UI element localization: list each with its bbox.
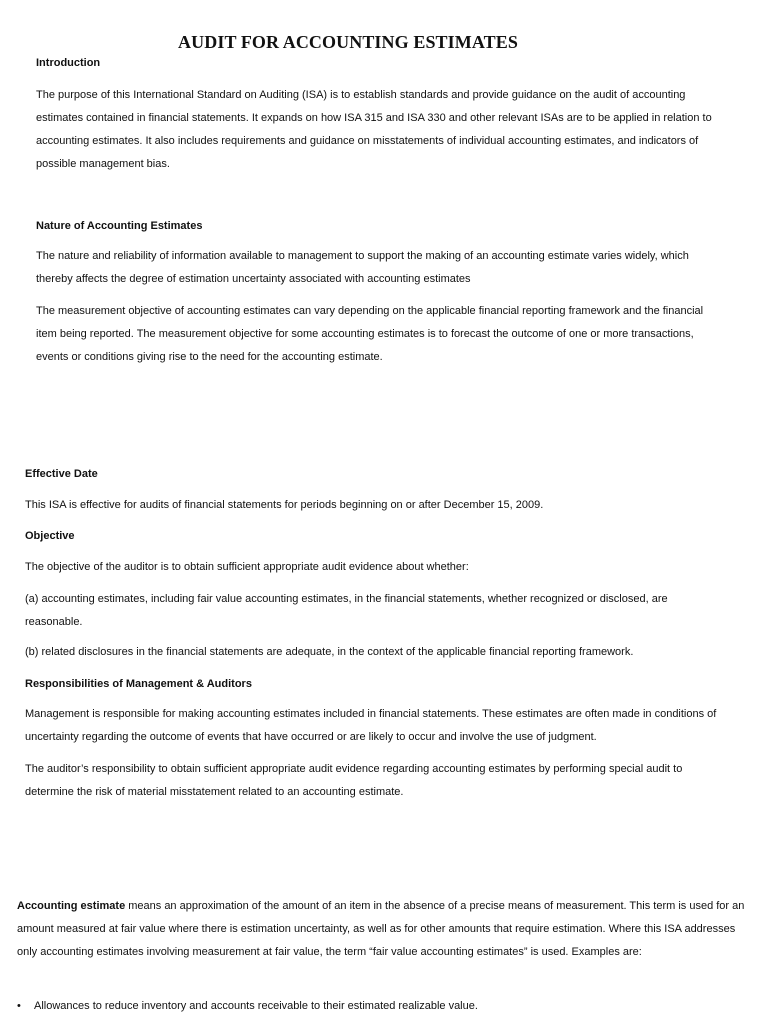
responsibilities-paragraph-1: Management is responsible for making accounting estimates included in financial statements. These estimates are often made in conditions of uncertainty regarding the outcome of events that have occurred or are likely to occur and involve the use of judgment. — [25, 708, 717, 743]
responsibilities-paragraph-2: The auditor’s responsibility to obtain sufficient appropriate audit evidence regarding accounting estimates by performing special audit to determine the risk of material misstatement related to an accounting estimate. — [25, 763, 683, 798]
definition-term: Accounting estimate — [17, 900, 126, 912]
definition-paragraph — [17, 895, 752, 964]
introduction-heading: Introduction — [36, 57, 101, 69]
document-title: AUDIT FOR ACCOUNTING ESTIMATES — [178, 32, 518, 52]
nature-heading: Nature of Accounting Estimates — [36, 220, 203, 232]
objective-heading: Objective — [25, 530, 75, 542]
responsibilities-heading: Responsibilities of Management & Auditors — [25, 678, 252, 690]
introduction-paragraph: The purpose of this International Standard on Auditing (ISA) is to establish standards and provide guidance on the audit of accounting estimates contained in financial statements. It expands on how ISA 315 and ISA 330 and other relevant ISAs are to be applied in relation to accounting estimates. It also includes requirements and guidance on misstatements of individual accounting estimates, and indicators of possible management bias. — [36, 89, 712, 170]
objective-item-b: (b) related disclosures in the financial statements are adequate, in the context of the applicable financial reporting framework. — [25, 646, 634, 658]
nature-paragraph-1: The nature and reliability of information available to management to support the making of an accounting estimate varies widely, which thereby affects the degree of estimation uncertainty associated with accounting estimates — [36, 250, 689, 285]
objective-intro: The objective of the auditor is to obtain sufficient appropriate audit evidence about whether: — [25, 561, 469, 573]
effective-date-paragraph: This ISA is effective for audits of financial statements for periods beginning on or after December 15, 2009. — [25, 499, 544, 511]
list-item-text: Allowances to reduce inventory and accounts receivable to their estimated realizable value. — [34, 1000, 478, 1012]
effective-date-heading: Effective Date — [25, 468, 98, 480]
definition-text: means an approximation of the amount of an item in the absence of a precise means of measurement. This term is used for an amount measured at fair value where there is estimation uncertainty, as well as for other amounts that require estimation. Where this ISA addresses only accounting estimates involving measurement at fair value, the term “fair value accounting estimates” is used. Examples are: — [17, 900, 745, 958]
nature-paragraph-2: The measurement objective of accounting estimates can vary depending on the applicable financial reporting framework and the financial item being reported. The measurement objective for some accounting estimates is to forecast the outcome of one or more transactions, events or conditions giving rise to the need for the accounting estimate. — [36, 305, 704, 363]
list-item — [0, 1000, 768, 1016]
bullet-icon: • — [17, 1000, 21, 1012]
objective-item-a: (a) accounting estimates, including fair value accounting estimates, in the financial statements, whether recognized or disclosed, are reasonable. — [25, 593, 668, 628]
